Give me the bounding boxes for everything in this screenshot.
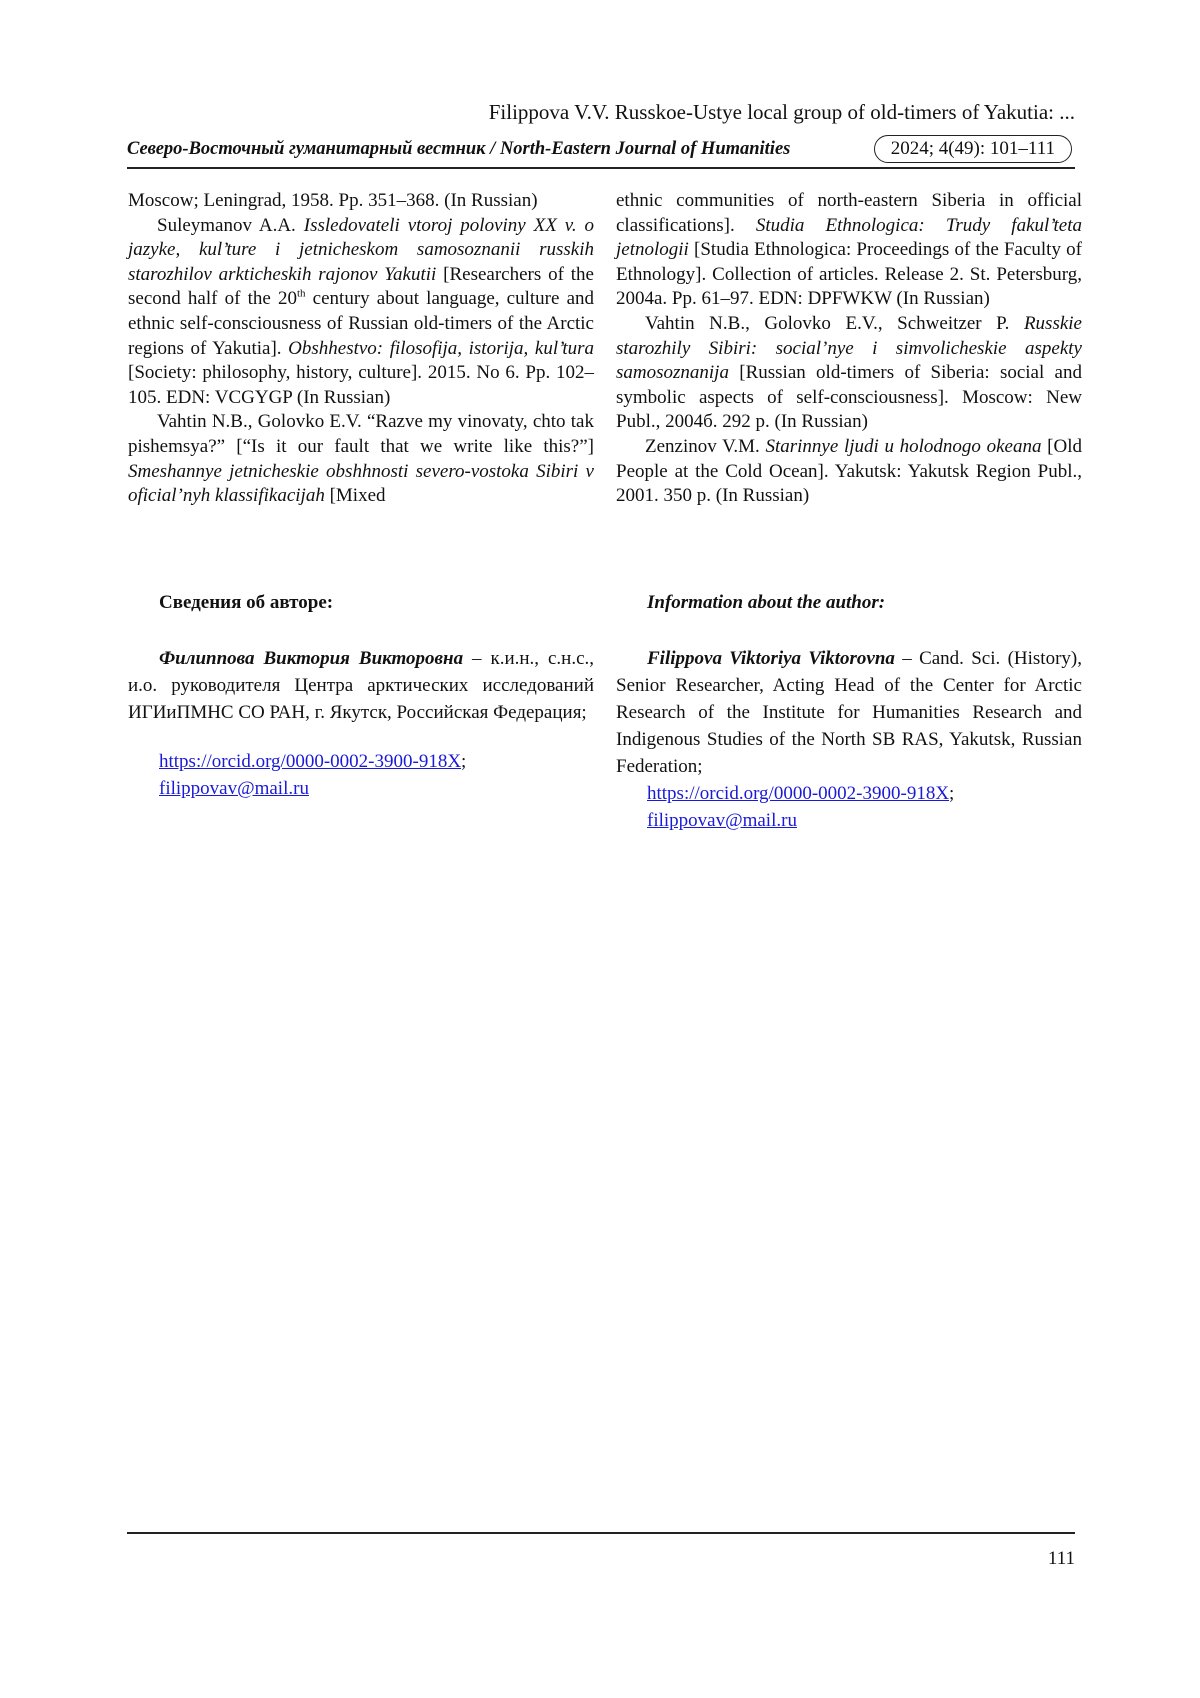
author-name: Filippova Viktoriya Viktorovna — [647, 648, 895, 669]
author-info-ru — [128, 645, 594, 802]
journal-header — [127, 133, 1075, 169]
issue-badge: 2024; 4(49): 101–111 — [874, 135, 1072, 163]
page-number: 111 — [1047, 1548, 1075, 1569]
reference-item: Vahtin N.B., Golovko E.V., Schweitzer P. Russkie starozhily Sibiri: social’nye i simvolicheskie aspekty samosoznanija [Russian old-timers of Siberia: social and symbolic aspects of self-consciousness]. Moscow: New Publ., 2004б. 292 p. (In Russian) — [616, 312, 1082, 433]
author-bio: Филиппова Виктория Викторовна – к.и.н., с.н.с., и.о. руководителя Центра арктических исследований ИГИиПМНС СО РАН, г. Якутск, Российская Федерация; — [128, 648, 594, 723]
author-info-heading-en: Information about the author: — [647, 592, 886, 613]
references-right-column — [616, 189, 1082, 509]
journal-name: Северо-Восточный гуманитарный вестник / North-Eastern Journal of Humanities — [127, 139, 791, 159]
references-left-column — [128, 189, 594, 509]
author-info-en — [616, 645, 1082, 834]
reference-item: Zenzinov V.M. Starinnye ljudi u holodnogo okeana [Old People at the Cold Ocean]. Yakutsk: Yakutsk Region Publ., 2001. 350 p. (In Russian) — [616, 435, 1083, 507]
author-bio: Filippova Viktoriya Viktorovna – Cand. Sci. (History), Senior Researcher, Acting Head of the Center for Arctic Research of the Institute for Humanities Research and Indigenous Studies of the North SB RAS, Yakutsk, Russian Federation; — [616, 648, 1082, 777]
reference-item: Moscow; Leningrad, 1958. Pp. 351–368. (In Russian) — [128, 190, 538, 211]
email-link[interactable]: filippovav@mail.ru — [647, 810, 797, 831]
running-title: Filippova V.V. Russkoe-Ustye local group of old-timers of Yakutia: ... — [488, 100, 1075, 124]
footer-rule — [127, 1532, 1075, 1534]
reference-item: ethnic communities of north-eastern Siberia in official classifications]. Studia Ethnologica: Trudy fakul’teta jetnologii [Studia Ethnologica: Proceedings of the Faculty of Ethnology]. Collection of articles. Release 2. St. Petersburg, 2004a. Pp. 61–97. EDN: DPFWKW (In Russian) — [616, 190, 1083, 310]
author-links: https://orcid.org/0000-0002-3900-918X; filippovav@mail.ru — [159, 751, 467, 799]
author-info-heading-ru: Сведения об авторе: — [159, 592, 334, 613]
author-links: https://orcid.org/0000-0002-3900-918X; filippovav@mail.ru — [647, 783, 955, 831]
email-link[interactable]: filippovav@mail.ru — [159, 778, 309, 799]
reference-item: Vahtin N.B., Golovko E.V. “Razve my vinovaty, chto tak pishemsya?” [“Is it our fault that we write like this?”] Smeshannye jetnicheskie obshhnosti severo-vostoka Sibiri v oficial’nyh klassifikacijah [Mixed — [128, 411, 594, 507]
orcid-link[interactable]: https://orcid.org/0000-0002-3900-918X — [159, 751, 462, 772]
reference-item: Suleymanov A.A. Issledovateli vtoroj poloviny XX v. o jazyke, kul’ture i jetnicheskom samosoznanii russkih starozhilov arkticheskih rajonov Yakutii [Researchers of the second half of the 20th century about language, culture and ethnic self-consciousness of Russian old-timers of the Arctic regions of Yakutia]. Obshhestvo: filosofija, istorija, kul’tura [Society: philosophy, history, culture]. 2015. No 6. Pp. 102–105. EDN: VCGYGP (In Russian) — [128, 214, 595, 408]
author-name: Филиппова Виктория Викторовна — [159, 648, 464, 669]
orcid-link[interactable]: https://orcid.org/0000-0002-3900-918X — [647, 783, 950, 804]
